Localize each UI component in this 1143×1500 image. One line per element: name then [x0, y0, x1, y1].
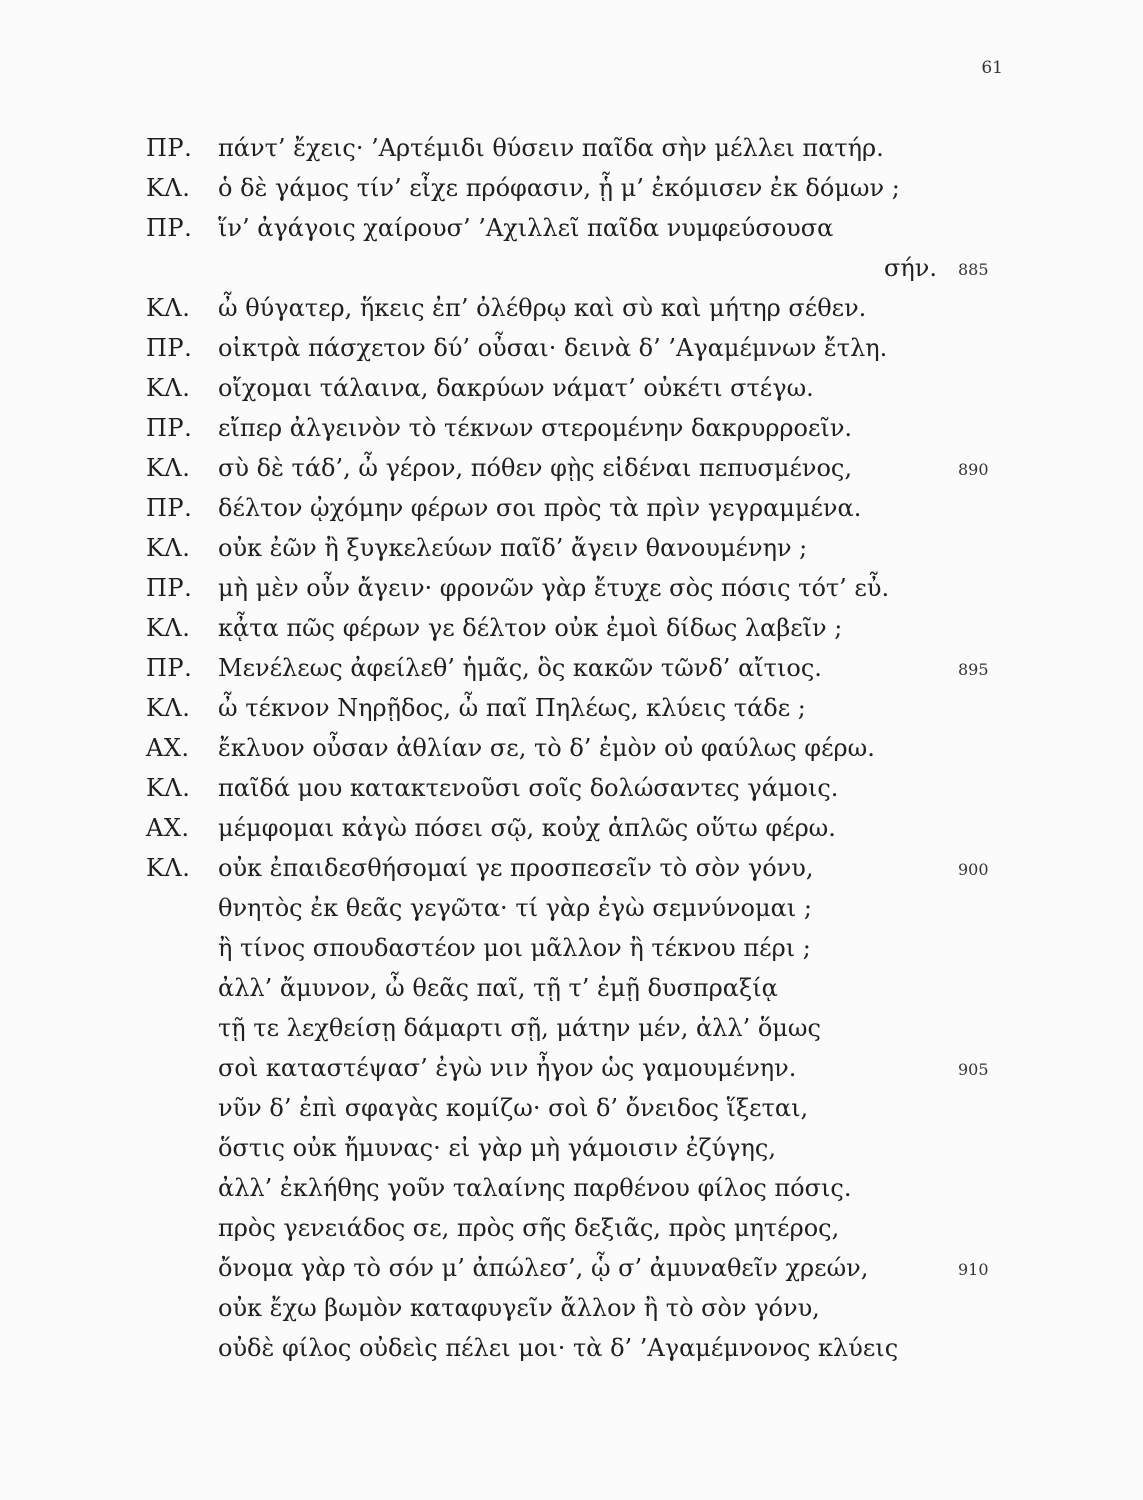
verse-text: οὐκ ἔχω βωμὸν καταφυγεῖν ἄλλον ἢ τὸ σὸν γόνυ, [218, 1294, 820, 1322]
speaker-label: ΚΛ. [146, 614, 191, 642]
verse-text: εἴπερ ἀλγεινὸν τὸ τέκνων στερομένην δακρυρροεῖν. [218, 414, 853, 442]
speaker-label: ΚΛ. [146, 454, 191, 482]
line-number: 895 [958, 660, 989, 679]
verse-text: σὺ δὲ τάδ’, ὦ γέρον, πόθεν φῂς εἰδέναι πεπυσμένος, [218, 454, 852, 482]
verse-text: παῖδά μου κατακτενοῦσι σοῖς δολώσαντες γάμοις. [218, 774, 839, 802]
line-number: 905 [958, 1060, 989, 1079]
speaker-label: ΠΡ. [146, 574, 193, 602]
page-number: 61 [981, 58, 1003, 78]
speaker-label: ΑΧ. [146, 814, 190, 842]
verse-text: ἀλλ’ ἄμυνον, ὦ θεᾶς παῖ, τῇ τ’ ἐμῇ δυσπραξίᾳ [218, 974, 778, 1002]
verse-text: δέλτον ᾠχόμην φέρων σοι πρὸς τὰ πρὶν γεγραμμένα. [218, 494, 862, 522]
speaker-label: ΠΡ. [146, 334, 193, 362]
verse-text: οὐκ ἐῶν ἢ ξυγκελεύων παῖδ’ ἄγειν θανουμένην ; [218, 534, 808, 562]
verse-text: οὐκ ἐπαιδεσθήσομαί γε προσπεσεῖν τὸ σὸν γόνυ, [218, 854, 814, 882]
verse-text: σήν. [884, 254, 937, 282]
speaker-label: ΠΡ. [146, 214, 193, 242]
verse-text: ἵν’ ἀγάγοις χαίρουσ’ ’Αχιλλεῖ παῖδα νυμφεύσουσα [218, 214, 834, 242]
verse-text: μὴ μὲν οὖν ἄγειν· φρονῶν γὰρ ἔτυχε σὸς πόσις τότ’ εὖ. [218, 574, 890, 602]
verse-text: ἀλλ’ ἐκλήθης γοῦν ταλαίνης παρθένου φίλος πόσις. [218, 1174, 852, 1202]
verse-text: νῦν δ’ ἐπὶ σφαγὰς κομίζω· σοὶ δ’ ὄνειδος ἵξεται, [218, 1094, 809, 1122]
verse-text: θνητὸς ἐκ θεᾶς γεγῶτα· τί γὰρ ἐγὼ σεμνύνομαι ; [218, 894, 812, 922]
line-number: 890 [958, 460, 989, 479]
line-number: 900 [958, 860, 989, 879]
speaker-label: ΠΡ. [146, 654, 193, 682]
verse-text: οὐδὲ φίλος οὐδεὶς πέλει μοι· τὰ δ’ ’Αγαμέμνονος κλύεις [218, 1334, 899, 1362]
verse-text: ἔκλυον οὖσαν ἀθλίαν σε, τὸ δ’ ἐμὸν οὐ φαύλως φέρω. [218, 734, 875, 762]
verse-text: σοὶ καταστέψασ’ ἐγὼ νιν ἦγον ὡς γαμουμένην. [218, 1054, 797, 1082]
speaker-label: ΠΡ. [146, 494, 193, 522]
verse-text: πάντ’ ἔχεις· ’Αρτέμιδι θύσειν παῖδα σὴν μέλλει πατήρ. [218, 134, 884, 162]
speaker-label: ΚΛ. [146, 774, 191, 802]
verse-text: μέμφομαι κἀγὼ πόσει σῷ, κοὐχ ἁπλῶς οὕτω φέρω. [218, 814, 836, 842]
verse-text: ὅστις οὐκ ἤμυνας· εἰ γὰρ μὴ γάμοισιν ἐζύγης, [218, 1134, 776, 1162]
speaker-label: ΚΛ. [146, 694, 191, 722]
line-number: 885 [958, 260, 989, 279]
verse-text: τῇ τε λεχθείσῃ δάμαρτι σῇ, μάτην μέν, ἀλλ’ ὅμως [218, 1014, 821, 1042]
verse-text: οἴχομαι τάλαινα, δακρύων νάματ’ οὐκέτι στέγω. [218, 374, 814, 402]
speaker-label: ΚΛ. [146, 174, 191, 202]
speaker-label: ΠΡ. [146, 414, 193, 442]
verse-text: ὁ δὲ γάμος τίν’ εἶχε πρόφασιν, ᾗ μ’ ἐκόμισεν ἐκ δόμων ; [218, 174, 900, 202]
speaker-label: ΚΛ. [146, 294, 191, 322]
verse-text: ὦ τέκνον Νηρῇδος, ὦ παῖ Πηλέως, κλύεις τάδε ; [218, 694, 806, 722]
verse-text: ὦ θύγατερ, ἥκεις ἐπ’ ὀλέθρῳ καὶ σὺ καὶ μήτηρ σέθεν. [218, 294, 867, 322]
verse-text: ὄνομα γὰρ τὸ σόν μ’ ἀπώλεσ’, ᾧ σ’ ἀμυναθεῖν χρεών, [218, 1254, 869, 1282]
speaker-label: ΚΛ. [146, 854, 191, 882]
verse-text: Μενέλεως ἀφείλεθ’ ἡμᾶς, ὃς κακῶν τῶνδ’ αἴτιος. [218, 654, 822, 682]
speaker-label: ΚΛ. [146, 374, 191, 402]
speaker-label: ΑΧ. [146, 734, 190, 762]
verse-text: κᾆτα πῶς φέρων γε δέλτον οὐκ ἐμοὶ δίδως λαβεῖν ; [218, 614, 843, 642]
speaker-label: ΠΡ. [146, 134, 193, 162]
speaker-label: ΚΛ. [146, 534, 191, 562]
verse-text: πρὸς γενειάδος σε, πρὸς σῆς δεξιᾶς, πρὸς μητέρος, [218, 1214, 840, 1242]
verse-text: ἢ τίνος σπουδαστέον μοι μᾶλλον ἢ τέκνου πέρι ; [218, 934, 811, 962]
verse-text: οἰκτρὰ πάσχετον δύ’ οὖσαι· δεινὰ δ’ ’Αγαμέμνων ἔτλη. [218, 334, 888, 362]
line-number: 910 [958, 1260, 989, 1279]
